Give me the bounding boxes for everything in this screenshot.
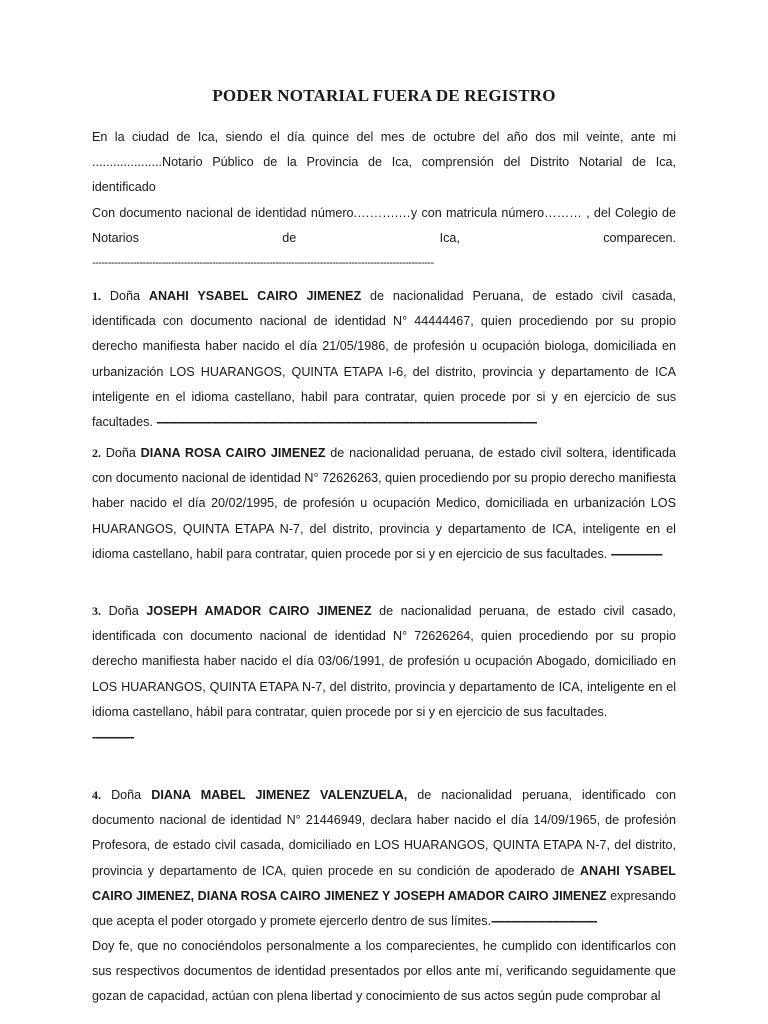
compareciente-1-paragraph bbox=[92, 284, 676, 435]
intro-line-2: ....................Notario Público de la Provincia de Ica, comprensión del Distrito Notarial de Ica, bbox=[92, 155, 676, 170]
intro-paragraph bbox=[92, 125, 676, 251]
item-number: 4. bbox=[92, 788, 101, 802]
intro-line-3: identificado bbox=[92, 180, 156, 195]
item-number: 1. bbox=[92, 289, 101, 303]
paragraph-text: de nacionalidad peruana, de estado civil soltera, identificada con documento nacional de identidad N° 72626263, quien procediendo por su propio derecho manifiesta haber nacido el día 20/02/1995, de profesión u ocupación Medico, domiciliada en urbanización LOS HUARANGOS, QUINTA ETAPA N-7, del distrito, provincia y departamento de ICA, inteligente en el idioma castellano, habil para contratar, quien procede por si y en ejercicio de sus facultades. bbox=[92, 446, 676, 561]
separator-line: ------------------------------------------------------------------------------------------------------------ bbox=[92, 257, 434, 269]
apoderado-name: DIANA MABEL JIMENEZ VALENZUELA, bbox=[151, 788, 408, 802]
doy-fe-paragraph bbox=[92, 934, 676, 1010]
title-prefix: Doña bbox=[101, 446, 141, 460]
paragraph-text: Doy fe, que no conociéndolos personalmente a los comparecientes, he cumplido con identificarlos con sus respectivos documentos de identidad presentados por ellos ante mí, verificando seguidamente que gozan de capacidad, actúan con plena libertad y conocimiento de sus actos según pude comprobar al bbox=[92, 939, 676, 1004]
compareciente-name: DIANA ROSA CAIRO JIMENEZ bbox=[140, 446, 326, 460]
dash-filler: --------------------------------- bbox=[491, 914, 597, 929]
compareciente-name: ANAHI YSABEL CAIRO JIMENEZ bbox=[148, 289, 362, 303]
paragraph-text: de nacionalidad peruana, identificado con documento nacional de identidad N° 21446949, declara haber nacido el día 14/09/1965, de profesión Profesora, de estado civil casada, domiciliado en LOS HUARANGOS, QUINTA ETAPA N-7, del distrito, provincia y departamento de ICA, quien procede en su condición de apoderado de bbox=[92, 788, 676, 878]
document-title: PODER NOTARIAL FUERA DE REGISTRO bbox=[212, 86, 556, 105]
intro-line-5: Notarios de Ica, comparecen. bbox=[92, 230, 676, 245]
title-prefix: Doña bbox=[101, 289, 149, 303]
compareciente-2-paragraph bbox=[92, 441, 676, 567]
intro-line-4: Con documento nacional de identidad número.……….…y con matricula número……… , del Colegio de bbox=[92, 205, 676, 220]
title-prefix: Doña bbox=[101, 788, 152, 802]
dash-filler: ------------- bbox=[92, 730, 134, 745]
title-prefix: Doña bbox=[101, 604, 147, 618]
item-number: 2. bbox=[92, 446, 101, 460]
intro-line-1: En la ciudad de Ica, siendo el día quince del mes de octubre del año dos mil veinte, ante mi bbox=[92, 130, 676, 144]
dash-filler: ---------------- bbox=[610, 546, 662, 561]
apoderado-paragraph bbox=[92, 783, 676, 934]
compareciente-3-paragraph bbox=[92, 599, 676, 750]
item-number: 3. bbox=[92, 604, 101, 618]
compareciente-name: JOSEPH AMADOR CAIRO JIMENEZ bbox=[146, 604, 372, 618]
dash-filler: ----------------------------------------------------------------------------------------------------------------------- bbox=[156, 415, 537, 430]
paragraph-text: de nacionalidad peruana, de estado civil casado, identificada con documento nacional de identidad N° 72626264, quien procediendo por su propio derecho manifiesta haber nacido el día 03/06/1991, de profesión u ocupación Abogado, domiciliado en LOS HUARANGOS, QUINTA ETAPA N-7, del distrito, provincia y departamento de ICA, inteligente en el idioma castellano, hábil para contratar, quien procede por si y en ejercicio de sus facultades. bbox=[92, 604, 677, 719]
paragraph-text: de nacionalidad Peruana, de estado civil casada, identificada con documento nacional de identidad N° 44444467, quien procediendo por su propio derecho manifiesta haber nacido el día 21/05/1986, de profesión u ocupación biologa, domiciliada en urbanización LOS HUARANGOS, QUINTA ETAPA I-6, del distrito, provincia y departamento de ICA inteligente en el idioma castellano, habil para contratar, quien procede por si y en ejercicio de sus facultades. bbox=[92, 289, 676, 430]
paragraph-text-end: expresando que acepta el poder otorgado y promete ejercerlo dentro de sus límites. bbox=[92, 888, 676, 929]
poderdantes-names: ANAHI YSABEL CAIRO JIMENEZ, DIANA ROSA CAIRO JIMENEZ Y JOSEPH AMADOR CAIRO JIMENEZ bbox=[92, 863, 676, 903]
